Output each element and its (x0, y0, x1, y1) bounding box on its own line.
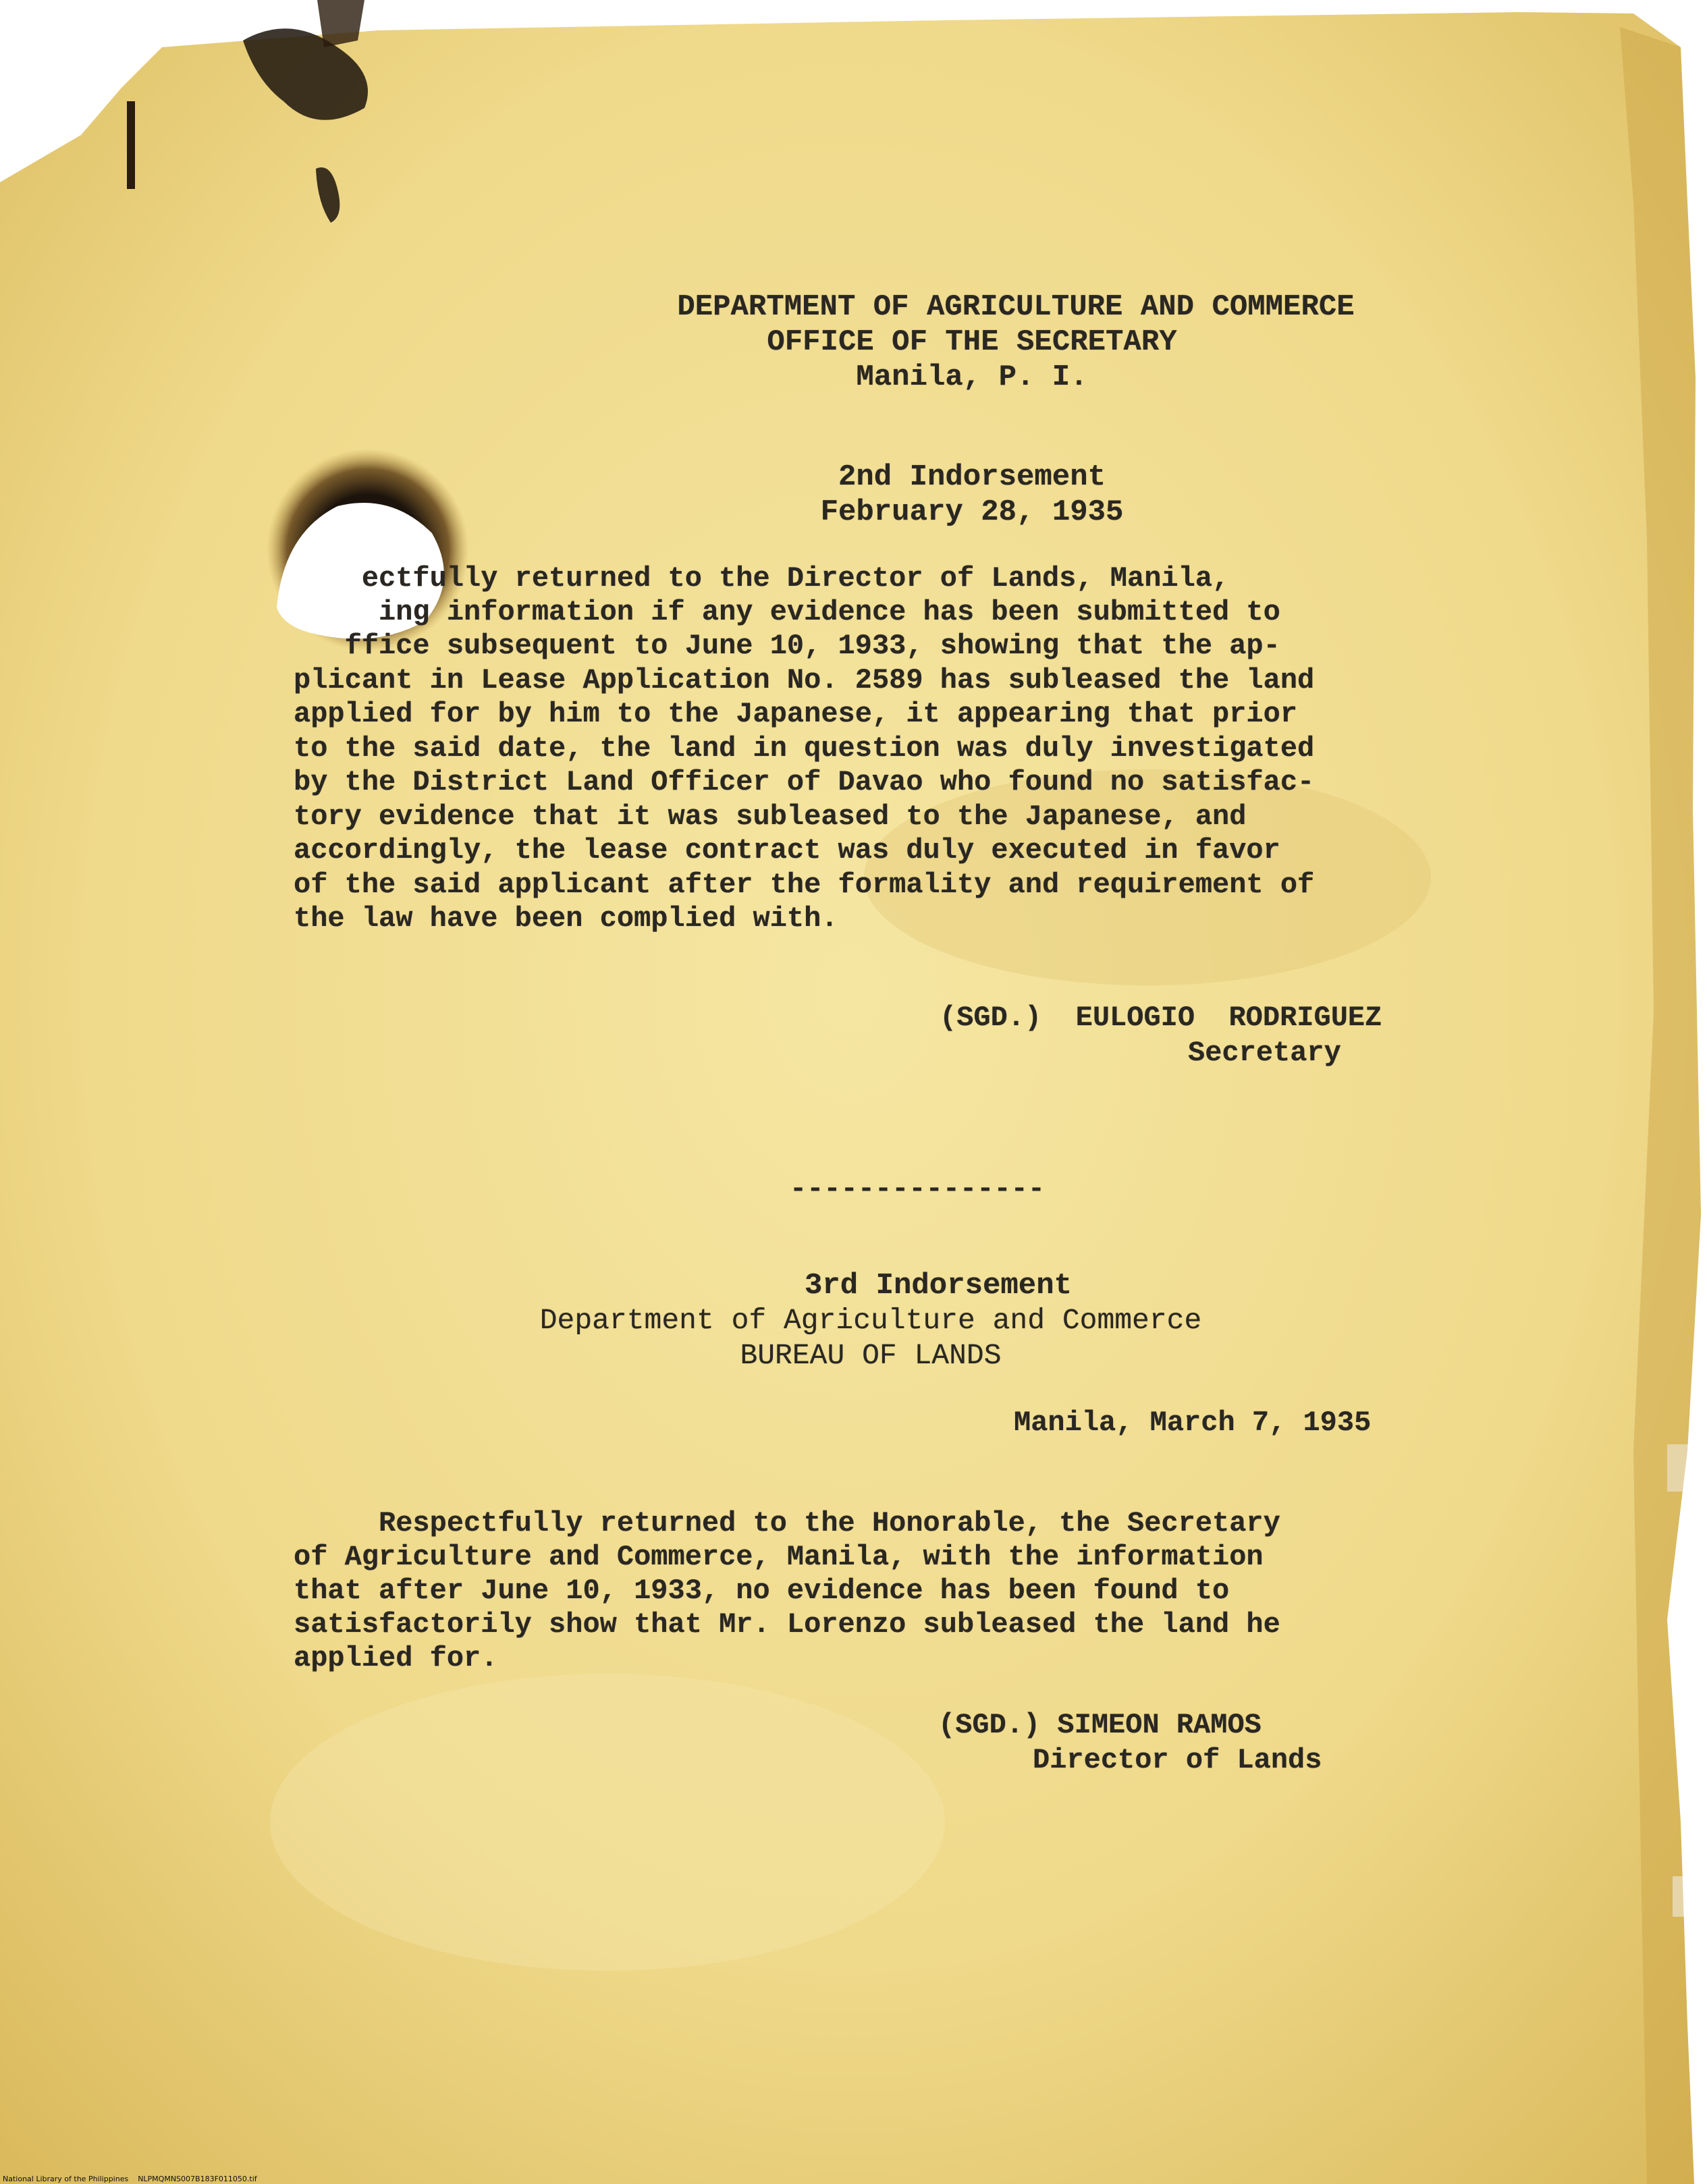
body-line: ffice subsequent to June 10, 1933, showing that the ap- (294, 630, 1280, 662)
body-line: tory evidence that it was subleased to the Japanese, and (294, 800, 1247, 833)
archive-footer-label: National Library of the Philippines NLPMQMNS007B183F011050.tif (3, 2175, 257, 2183)
third-indorsement-department: Department of Agriculture and Commerce (539, 1304, 1202, 1337)
body-line: applied for. (294, 1642, 498, 1674)
second-indorsement-title: 2nd Indorsement (838, 460, 1106, 494)
body-line: of the said applicant after the formality and requirement of (294, 869, 1315, 901)
third-indorsement-bureau: BUREAU OF LANDS (740, 1339, 1002, 1372)
body-line: ectfully returned to the Director of Lands, Manila, (294, 562, 1230, 595)
body-line: of Agriculture and Commerce, Manila, with the information (294, 1541, 1264, 1573)
top-burn-streak (317, 0, 364, 47)
third-indorsement-place-date: Manila, March 7, 1935 (1014, 1407, 1372, 1439)
letterhead-line-1: DEPARTMENT OF AGRICULTURE AND COMMERCE (677, 290, 1355, 324)
corner-tear-line (127, 101, 135, 189)
body-line: that after June 10, 1933, no evidence has been found to (294, 1575, 1230, 1607)
third-indorsement-signatory-title: Director of Lands (1033, 1744, 1322, 1776)
section-divider: --------------- (790, 1173, 1046, 1205)
body-line: by the District Land Officer of Davao who found no satisfac- (294, 766, 1315, 798)
second-indorsement-signatory-title: Secretary (1188, 1037, 1341, 1069)
letterhead-line-3: Manila, P. I. (856, 360, 1088, 394)
letterhead-line-2: OFFICE OF THE SECRETARY (767, 325, 1177, 359)
body-line: plicant in Lease Application No. 2589 has subleased the land (294, 664, 1315, 697)
third-indorsement-title: 3rd Indorsement (804, 1269, 1073, 1303)
body-line: Respectfully returned to the Honorable, the Secretary (294, 1507, 1280, 1539)
third-indorsement-signature: (SGD.) SIMEON RAMOS (938, 1709, 1262, 1741)
second-indorsement-signature: (SGD.) EULOGIO RODRIGUEZ (940, 1002, 1382, 1034)
body-line: the law have been complied with. (294, 902, 838, 935)
body-line: applied for by him to the Japanese, it appearing that prior (294, 698, 1298, 730)
stain-2 (270, 1674, 945, 1971)
body-line: satisfactorily show that Mr. Lorenzo subleased the land he (294, 1608, 1280, 1641)
body-line: accordingly, the lease contract was duly executed in favor (294, 834, 1280, 867)
second-indorsement-date: February 28, 1935 (820, 495, 1124, 529)
body-line: ing information if any evidence has been submitted to (294, 596, 1280, 628)
body-line: to the said date, the land in question was duly investigated (294, 732, 1315, 765)
